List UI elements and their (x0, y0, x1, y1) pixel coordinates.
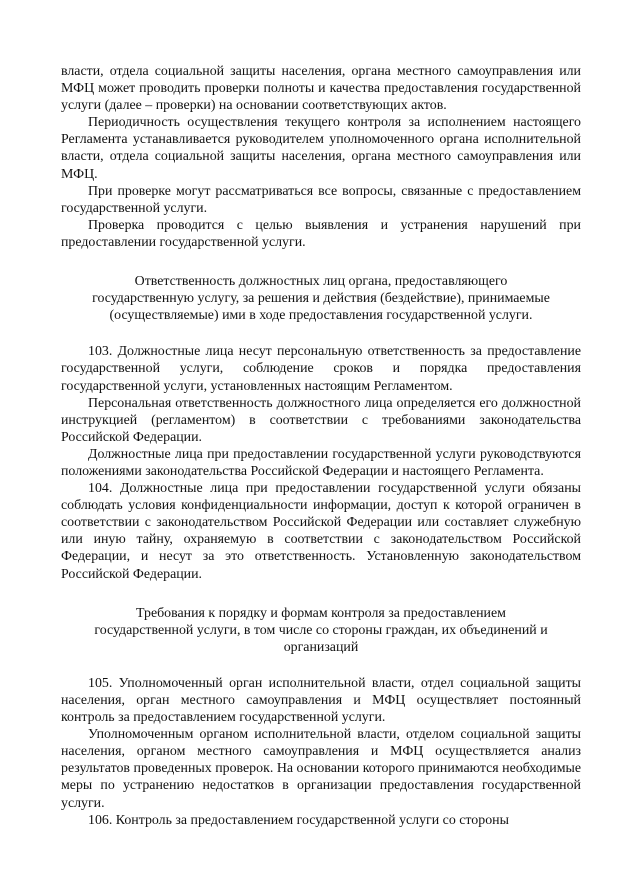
section-heading-control-requirements: Требования к порядку и формам контроля за предоставлением государственной услуги, в том числе со стороны граждан, их объединений и организаций (94, 605, 548, 655)
spacer (61, 583, 581, 605)
paragraph-personal-responsibility: Персональная ответственность должностного лица определяется его должностной инструкцией (регламентом) в соответствии с требованиями законодательства Российской Федерации. (61, 395, 581, 445)
paragraph-officials-guided: Должностные лица при предоставлении государственной услуги руководствуются положениями законодательства Российской Федерации и настоящего Регламента. (61, 446, 581, 479)
paragraph-continuation: власти, отдела социальной защиты населения, органа местного самоуправления или МФЦ может проводить проверки полноты и качества предоставления государственной услуги (далее – проверки) на основании соответствующих актов. (61, 64, 581, 114)
paragraph-106: 106. Контроль за предоставлением государственной услуги со стороны (88, 812, 509, 828)
paragraph-103: 103. Должностные лица несут персональную ответственность за предоставление государственной услуги, соблюдение сроков и порядка предоставления государственной услуги, установленных настоящим Регламентом. (61, 344, 581, 394)
paragraph-inspection-purpose: Проверка проводится с целью выявления и устранения нарушений при предоставлении государственной услуги. (61, 217, 581, 250)
paragraph-105: 105. Уполномоченный орган исполнительной власти, отдел социальной защиты населения, орган местного самоуправления и МФЦ осуществляет постоянный контроль за предоставлением государственной услуги. (61, 675, 581, 726)
paragraph-inspection-questions: При проверке могут рассматриваться все вопросы, связанные с предоставлением государственной услуги. (61, 183, 581, 216)
paragraph-periodicity: Периодичность осуществления текущего контроля за исполнением настоящего Регламента устанавливается руководителем уполномоченного органа исполнительной власти, отдела социальной защиты населения, органа местного самоуправления или МФЦ. (61, 115, 581, 182)
section-heading-responsibility: Ответственность должностных лиц органа, предоставляющего государственную услугу, за решения и действия (бездействие), принимаемые (осуществляемые) ими в ходе предоставления государственной услуги. (92, 274, 550, 324)
paragraph-analysis: Уполномоченным органом исполнительной власти, отделом социальной защиты населения, органом местного самоуправления и МФЦ осуществляется анализ результатов проведенных проверок. На основании которого принимаются необходимые меры по устранению недостатков в организации предоставления государственной услуги. (61, 727, 581, 811)
spacer (61, 656, 581, 675)
spacer (61, 251, 581, 273)
spacer (61, 324, 581, 343)
paragraph-104: 104. Должностные лица при предоставлении государственной услуги обязаны соблюдать условия конфиденциальности информации, доступ к которой ограничен в соответствии с законодательством Российской Федерации или составляет служебную или иную тайну, охраняемую в соответствии с законодательством Российской Федерации, и несут за это ответственность. Установленную законодательством Российской Федерации. (61, 481, 581, 582)
